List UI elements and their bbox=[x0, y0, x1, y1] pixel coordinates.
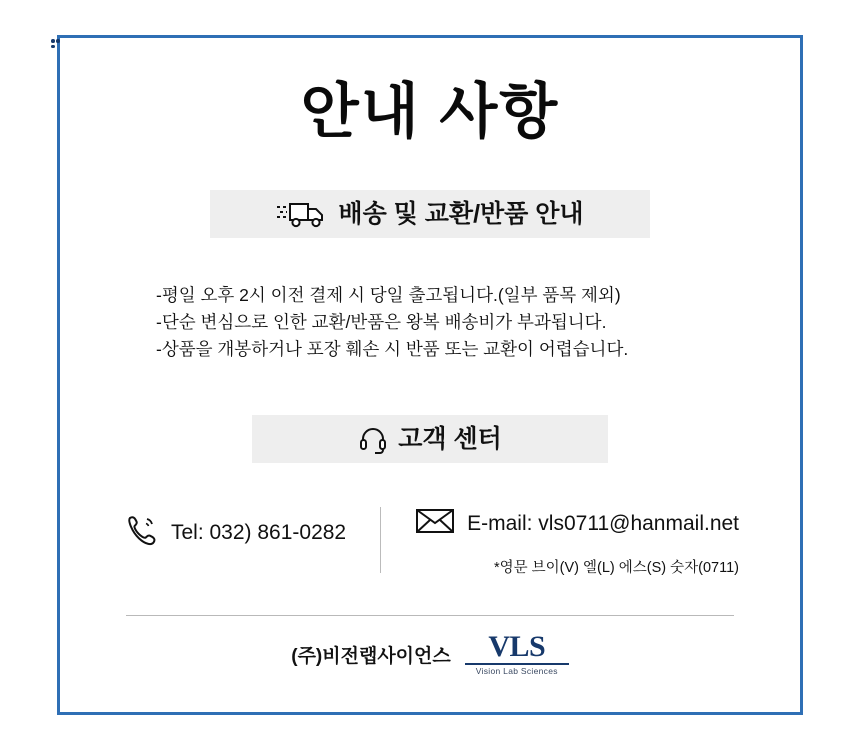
page-title: 안내 사항 bbox=[300, 78, 560, 145]
list-item: -평일 오후 2시 이전 결제 시 당일 출고됩니다.(일부 품목 제외) bbox=[156, 285, 621, 305]
headset-icon bbox=[358, 424, 388, 454]
section-header-shipping-label: 배송 및 교환/반품 안내 bbox=[338, 199, 584, 228]
logo-underline bbox=[465, 663, 569, 665]
email-spelling-note: *영문 브이(V) 엘(L) 에스(S) 숫자(0711) bbox=[493, 560, 740, 577]
footer bbox=[291, 632, 569, 676]
section-header-customer-center-label: 고객 센터 bbox=[398, 424, 502, 453]
logo-dots-icon bbox=[51, 39, 61, 51]
phone-number-text: Tel: 032) 861-0282 bbox=[170, 521, 347, 545]
phone-contact bbox=[121, 507, 380, 554]
section-header-shipping bbox=[210, 190, 650, 238]
list-item: -단순 변심으로 인한 교환/반품은 왕복 배송비가 부과됩니다. bbox=[156, 312, 607, 333]
section-header-customer-center bbox=[252, 415, 608, 463]
vls-logo-text: VLS bbox=[488, 630, 546, 664]
email-contact bbox=[381, 507, 739, 577]
truck-icon bbox=[276, 197, 328, 231]
company-name: (주)비전랩사이언스 bbox=[291, 645, 451, 667]
vls-logo-subtitle: Vision Lab Sciences bbox=[475, 666, 558, 677]
shipping-bullet-list bbox=[150, 282, 710, 363]
vls-logo bbox=[465, 632, 569, 676]
email-contact-line bbox=[415, 507, 739, 540]
envelope-icon bbox=[415, 507, 455, 540]
notice-card bbox=[57, 35, 803, 715]
email-address-text: E-mail: vls0711@hanmail.net bbox=[467, 512, 740, 536]
contact-row bbox=[110, 507, 750, 577]
phone-icon bbox=[121, 511, 159, 554]
list-item: -상품을 개봉하거나 포장 훼손 시 반품 또는 교환이 어렵습니다. bbox=[156, 339, 629, 360]
footer-divider bbox=[126, 615, 734, 616]
